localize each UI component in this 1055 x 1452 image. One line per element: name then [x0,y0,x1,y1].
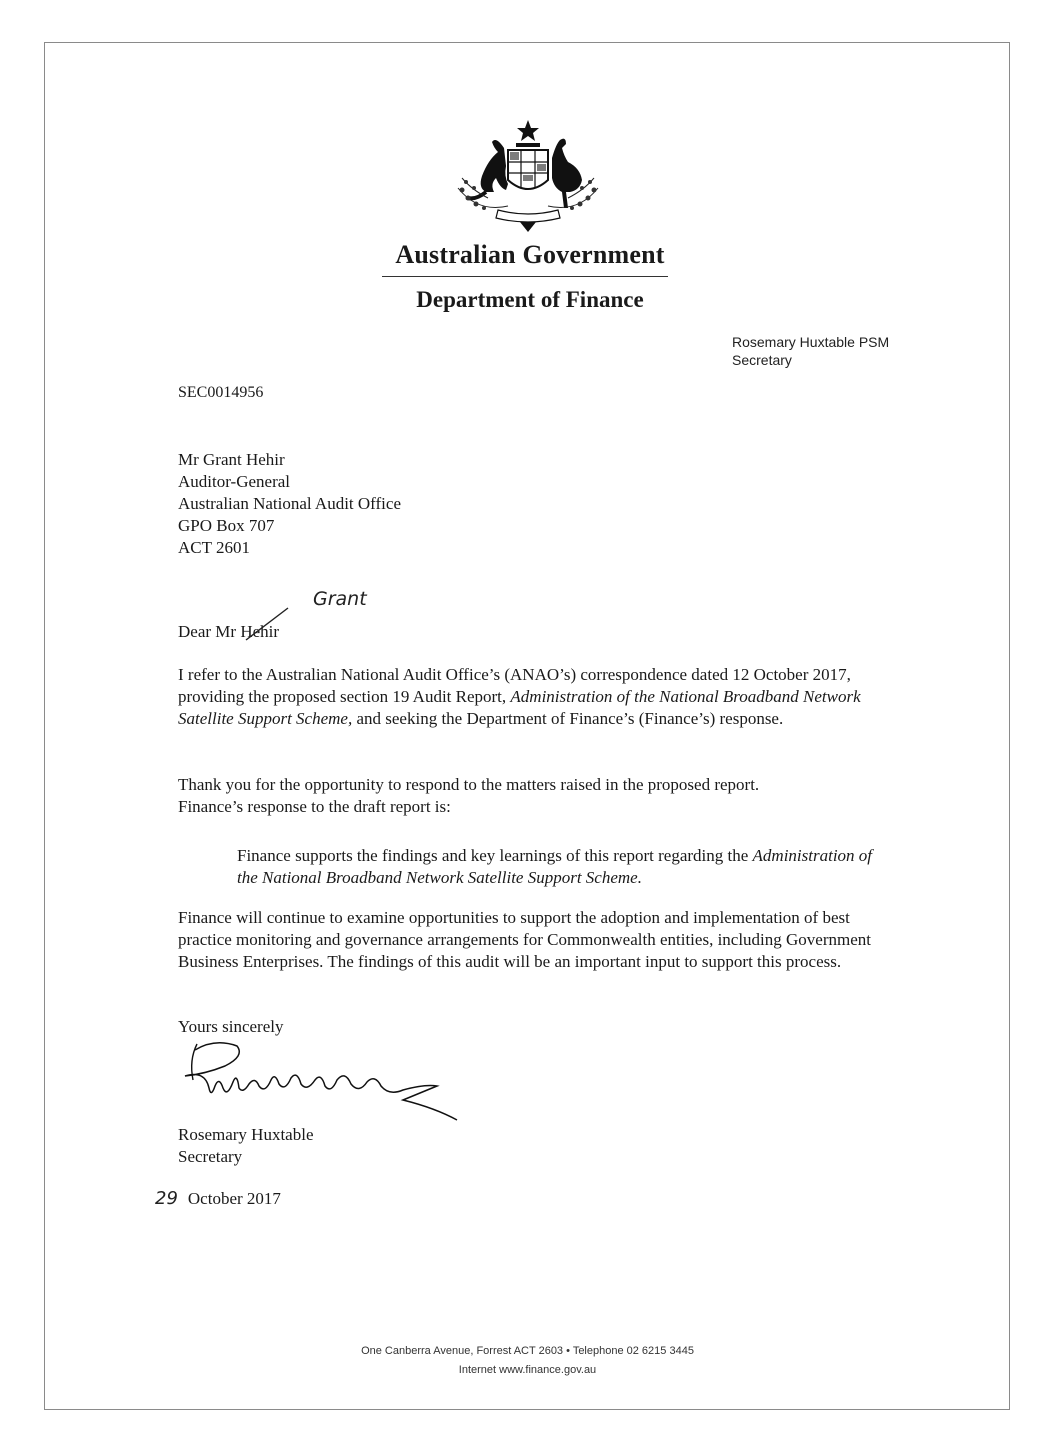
address-line: ACT 2601 [178,538,250,557]
handwritten-signature [175,1036,475,1122]
salutation-prefix: Dear Mr [178,622,241,641]
date-month-year: October 2017 [187,1189,281,1208]
struck-name: Hehir [240,622,279,641]
footer-address: One Canberra Avenue, Forrest ACT 2603 • Telephone 02 6215 3445 [361,1345,694,1357]
recipient-address [178,449,401,559]
salutation [178,622,279,642]
address-line: Australian National Audit Office [178,494,401,513]
address-line: GPO Box 707 [178,516,275,535]
strike-through-mark [242,606,292,642]
signer-block [178,1124,314,1168]
reference-number: SEC0014956 [178,384,264,401]
government-title: Australian Government [395,240,665,269]
handwritten-name: Grant [313,588,367,610]
address-line: Mr Grant Hehir [178,450,285,469]
handwritten-day: 29 [155,1188,178,1209]
signer-name: Rosemary Huxtable [178,1125,314,1144]
letterhead-divider [382,276,668,277]
sender-name: Rosemary Huxtable PSM [732,334,890,350]
response-quote: Finance supports the findings and key learnings of this report regarding the Administration of the National Broadband Network Satellite Support Scheme. [237,846,873,887]
footer-website: Internet www.finance.gov.au [458,1364,597,1376]
paragraph-closing: Finance will continue to examine opportunities to support the adoption and implementation of best practice monitoring and governance arrangements for Commonwealth entities, including Government Business Enterprises. The findings of this audit will be an important input to support this process. [178,908,872,971]
address-line: Auditor-General [178,472,291,491]
signer-title: Secretary [178,1147,243,1166]
letter-date [155,1188,281,1209]
report-title: Administration of the National Broadband Network Satellite Support Scheme, [178,687,861,728]
coat-of-arms-logo [448,118,608,236]
sender-block [732,333,889,369]
paragraph-thanks: Thank you for the opportunity to respond to the matters raised in the proposed report. Finance’s response to the draft report is: [178,775,760,816]
paragraph-intro: I refer to the Australian National Audit Office’s (ANAO’s) correspondence dated 12 October 2017, providing the proposed section 19 Audit Report, Administration of the National Broadband Network Satellite Support Scheme, and seeking the Department of Finance’s (Finance’s) response. [178,665,861,728]
sender-title: Secretary [732,352,792,368]
department-title: Department of Finance [416,287,644,312]
quote-report-title: Administration of the National Broadband Network Satellite Support Scheme. [237,846,873,887]
valediction: Yours sincerely [178,1017,284,1036]
